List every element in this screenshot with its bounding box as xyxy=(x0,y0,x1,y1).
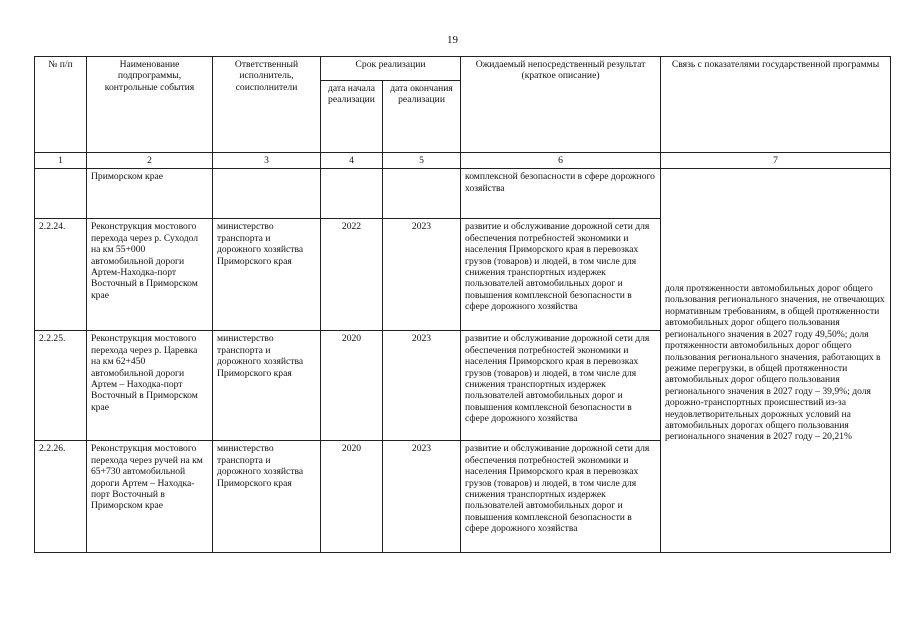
header-num: № п/п xyxy=(35,57,87,153)
header-end-date: дата окончания реализации xyxy=(383,81,461,153)
header-start-date: дата начала реализации xyxy=(321,81,383,153)
row-end: 2023 xyxy=(383,219,461,331)
row-name: Реконструкция мостового перехода через ручей на км 65+730 автомобильной дороги Артем – Находка-порт Восточный в Приморском крае xyxy=(87,441,213,553)
column-number: 5 xyxy=(383,153,461,169)
row-name: Реконструкция мостового перехода через р. Суходол на км 55+000 автомобильной дороги Артем-Находка-порт Восточный в Приморском крае xyxy=(87,219,213,331)
row-num: 2.2.26. xyxy=(35,441,87,553)
row-result: развитие и обслуживание дорожной сети для обеспечения потребностей экономики и населения Приморского края в перевозках грузов (товаров) и людей, в том числе для снижения транспортных издержек пользователей автомобильных дорог и повышения комплексной безопасности в сфере дорожного хозяйства xyxy=(461,219,661,331)
header-executor: Ответственный исполнитель, соисполнители xyxy=(213,57,321,153)
row-num: 2.2.25. xyxy=(35,331,87,441)
row-start: 2022 xyxy=(321,219,383,331)
column-number: 3 xyxy=(213,153,321,169)
row-end: 2023 xyxy=(383,441,461,553)
column-number-row xyxy=(35,153,891,169)
header-result: Ожидаемый непосредственный результат (краткое описание) xyxy=(461,57,661,153)
row-start: 2020 xyxy=(321,441,383,553)
column-number: 6 xyxy=(461,153,661,169)
row-result: развитие и обслуживание дорожной сети для обеспечения потребностей экономики и населения Приморского края в перевозках грузов (товаров) и людей, в том числе для снижения транспортных издержек пользователей автомобильных дорог и повышения комплексной безопасности в сфере дорожного хозяйства xyxy=(461,441,661,553)
row-name: Реконструкция мостового перехода через р. Царевка на км 62+450 автомобильной дороги Артем – Находка-порт Восточный в Приморском крае xyxy=(87,331,213,441)
column-number: 1 xyxy=(35,153,87,169)
row-end: 2023 xyxy=(383,331,461,441)
column-number: 4 xyxy=(321,153,383,169)
header-row xyxy=(35,57,891,81)
row-result: развитие и обслуживание дорожной сети для обеспечения потребностей экономики и населения Приморского края в перевозках грузов (товаров) и людей, в том числе для снижения транспортных издержек пользователей автомобильных дорог и повышения комплексной безопасности в сфере дорожного хозяйства xyxy=(461,331,661,441)
header-period: Срок реализации xyxy=(321,57,461,81)
header-name: Наименование подпрограммы, контрольные события xyxy=(87,57,213,153)
row-executor: министерство транспорта и дорожного хозяйства Приморского края xyxy=(213,331,321,441)
column-number: 7 xyxy=(661,153,891,169)
row-result: комплексной безопасности в сфере дорожного хозяйства xyxy=(461,169,661,219)
program-events-table xyxy=(34,56,891,553)
column-number: 2 xyxy=(87,153,213,169)
row-executor: министерство транспорта и дорожного хозяйства Приморского края xyxy=(213,219,321,331)
table-row xyxy=(35,169,891,219)
row-name: Приморском крае xyxy=(87,169,213,219)
row-executor: министерство транспорта и дорожного хозяйства Приморского края xyxy=(213,441,321,553)
row-executor xyxy=(213,169,321,219)
row-num xyxy=(35,169,87,219)
row-num: 2.2.24. xyxy=(35,219,87,331)
row-end xyxy=(383,169,461,219)
indicators-link: доля протяженности автомобильных дорог общего пользования регионального значения, не отвечающих нормативным требованиям, в общей протяженности автомобильных дорог общего пользования регионального значения в 2027 году 49,50%; доля протяженности автомобильных дорог общего пользования регионального значения, работающих в режиме перегрузки, в общей протяженности автомобильных дорог общего пользования регионального значения в 2027 году – 39,9%; доля дорожно-транспортных происшествий из-за неудовлетворительных дорожных условий на автомобильных дорогах общего пользования регионального значения в 2027 году – 20,21% xyxy=(661,169,891,553)
row-start: 2020 xyxy=(321,331,383,441)
page-number: 19 xyxy=(447,34,458,46)
row-start xyxy=(321,169,383,219)
header-indicators: Связь с показателями государственной программы xyxy=(661,57,891,153)
